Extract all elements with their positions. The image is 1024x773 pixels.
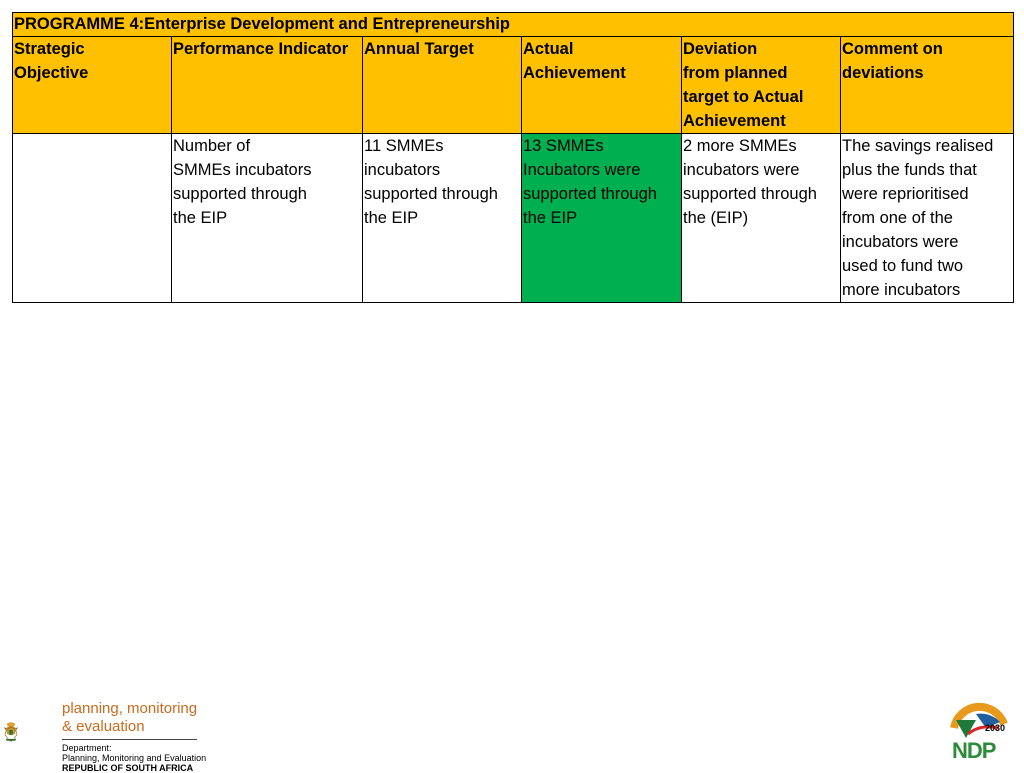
dpme-text-block <box>62 700 206 773</box>
dpme-name-line1: planning, monitoring <box>62 700 198 717</box>
header-strategic-objective: Strategic Objective <box>13 37 172 134</box>
table-row <box>13 134 1014 303</box>
table-title: PROGRAMME 4:Enterprise Development and Entrepreneurship <box>13 13 1014 37</box>
header-performance-indicator: Performance Indicator <box>172 37 363 134</box>
header-deviation: Deviation from planned target to Actual Achievement <box>682 37 841 134</box>
cell-annual-target: 11 SMMEs incubators supported through the EIP <box>363 134 522 303</box>
dpme-name-line2: & evaluation <box>62 718 145 735</box>
cell-deviation: 2 more SMMEs incubators were supported through the (EIP) <box>682 134 841 303</box>
header-annual-target: Annual Target <box>363 37 522 134</box>
dpme-divider <box>62 739 197 740</box>
dpme-country: REPUBLIC OF SOUTH AFRICA <box>62 763 194 773</box>
table-header-row <box>13 37 1014 134</box>
programme-table <box>12 12 1014 303</box>
cell-actual-achievement: 13 SMMEs Incubators were supported through the EIP <box>522 134 682 303</box>
dpme-department: Department: Planning, Monitoring and Evaluation <box>62 743 207 763</box>
cell-strategic-objective <box>13 134 172 303</box>
table-title-row <box>13 13 1014 37</box>
header-comment: Comment on deviations <box>841 37 1014 134</box>
coat-of-arms-icon <box>2 697 62 767</box>
ndp-label: NDP <box>952 738 996 763</box>
cell-comment: The savings realised plus the funds that were reprioritised from one of the incubators were used to fund two more incubators <box>841 134 1014 303</box>
ndp-year: 2030 <box>985 723 1006 733</box>
header-actual-achievement: Actual Achievement <box>522 37 682 134</box>
cell-performance-indicator: Number of SMMEs incubators supported through the EIP <box>172 134 363 303</box>
